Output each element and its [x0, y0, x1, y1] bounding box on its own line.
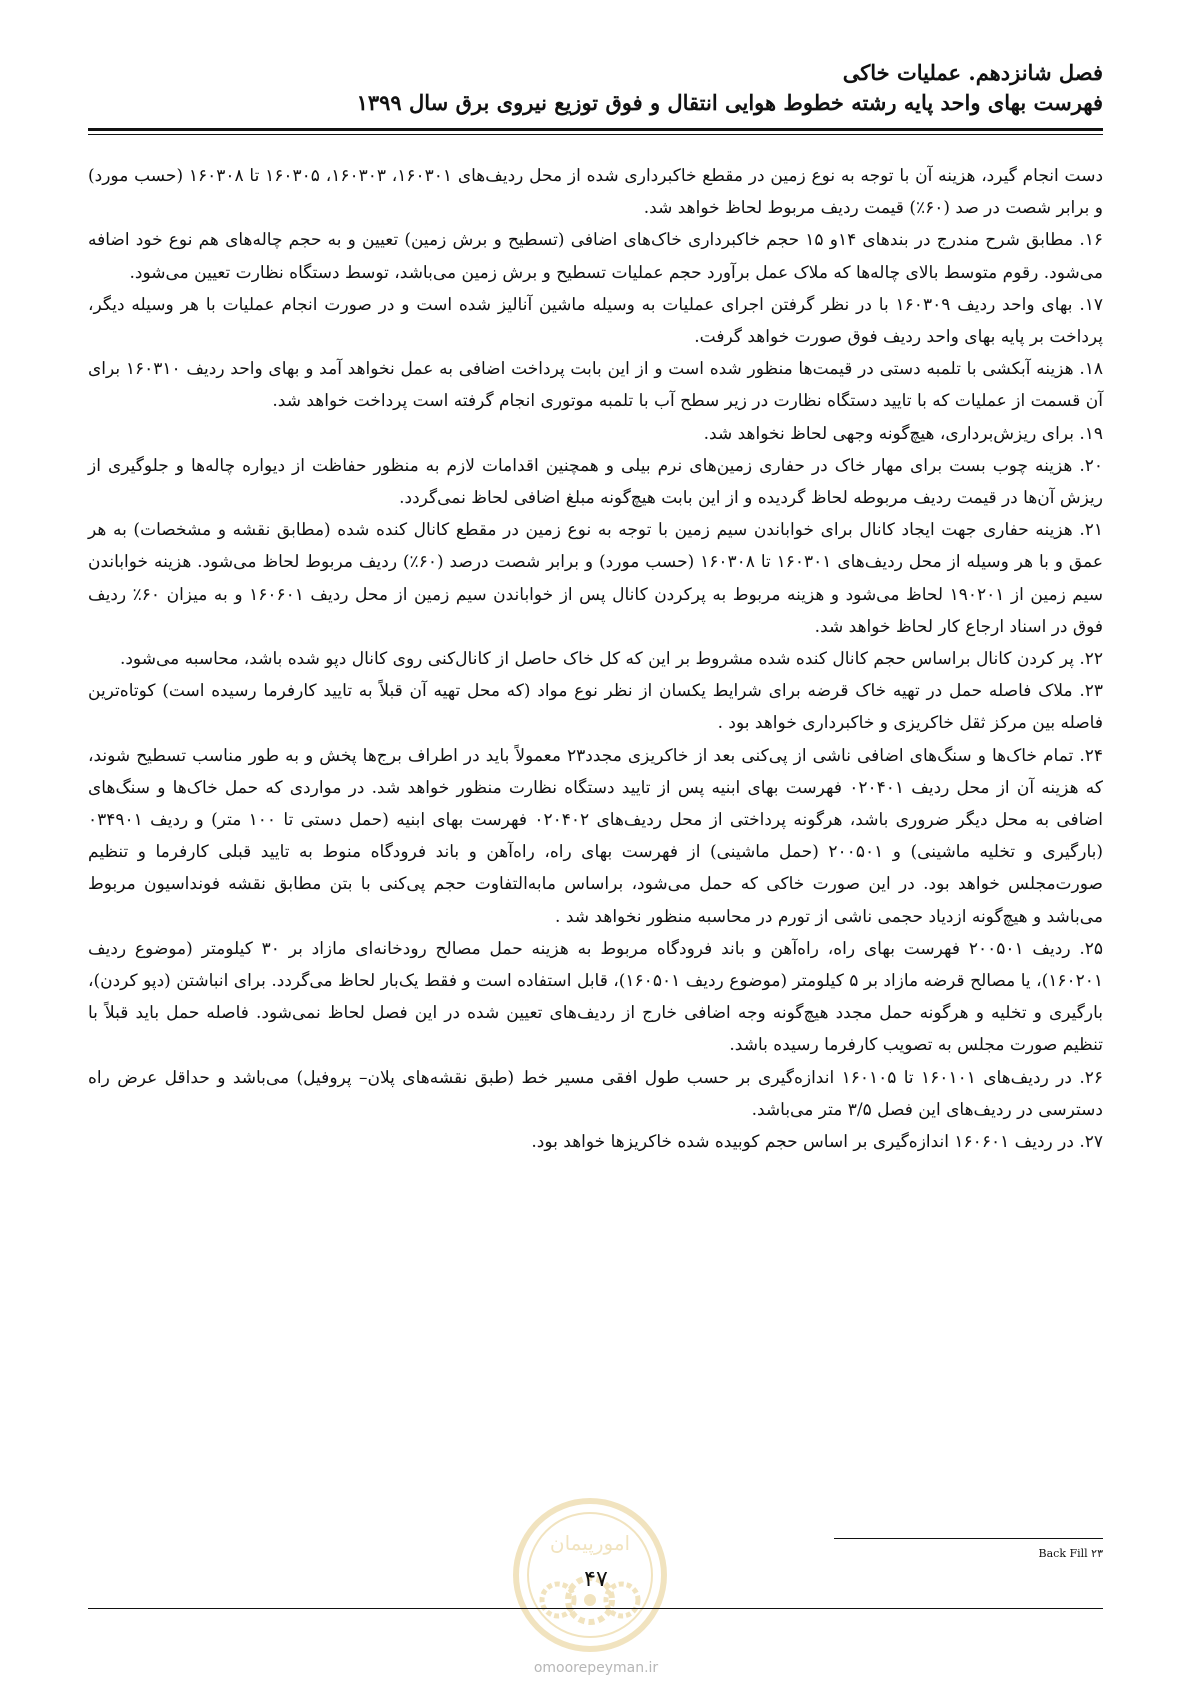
paragraph: ۲۴. تمام خاک‌ها و سنگ‌های اضافی ناشی از پی‌کنی بعد از خاکریزی مجدد۲۳ معمولاً باید در اطراف برج‌ها پخش و به طور مناسب تسطیح شوند، که هزینه آن از محل ردیف ۰۲۰۴۰۱ فهرست بهای ابنیه پس از تایید دستگاه نظارت منظور خواهد شد. در مواردی که حمل خاک‌ها و سنگ‌های اضافی به محل دیگر ضروری باشد، هرگونه پرداختی از محل ردیف‌های ۰۲۰۴۰۲ فهرست بهای ابنیه (حمل دستی تا ۱۰۰ متر) و ردیف ۰۳۴۹۰۱ (بارگیری و تخلیه ماشینی) و ۲۰۰۵۰۱ (حمل ماشینی) از فهرست بهای راه، راه‌آهن و باند فرودگاه منوط به تایید قبلی کارفرما و تنظیم صورت‌مجلس خواهد بود. در این صورت خاکی که حمل می‌شود، براساس مابه‌التفاوت حجم پی‌کنی با بتن مطابق نقشه فونداسیون مربوط می‌باشد و هیچ‌گونه ازدیاد حجمی ناشی از تورم در محاسبه منظور نخواهد شد .: [88, 745, 1104, 927]
paragraph: ۲۶. در ردیف‌های ۱۶۰۱۰۱ تا ۱۶۰۱۰۵ اندازه‌گیری بر حسب طول افقی مسیر خط (طبق نقشه‌های پلان– پروفیل) می‌باشد و حداقل عرض راه دسترسی در ردیف‌های این فصل ۳/۵ متر می‌باشد.: [88, 1067, 1104, 1120]
document-title: فهرست بهای واحد پایه رشته خطوط هوایی انتقال و فوق توزیع نیروی برق سال ۱۳۹۹: [356, 90, 1103, 115]
paragraph: ۲۵. ردیف ۲۰۰۵۰۱ فهرست بهای راه، راه‌آهن و باند فرودگاه مربوط به هزینه حمل مصالح رودخانه‌ای مازاد بر ۳۰ کیلومتر (موضوع ردیف ۱۶۰۲۰۱)، یا مصالح قرضه مازاد بر ۵ کیلومتر (موضوع ردیف ۱۶۰۵۰۱)، قابل استفاده است و فقط یک‌بار لحاظ می‌گردد. برای انباشتن (دپو کردن)، بارگیری و تخلیه و هرگونه حمل مجدد هیچ‌گونه وجه اضافی خارج از ردیف‌های تعیین شده در این فصل لحاظ نمی‌شود. فاصله حمل باید قبلاً با تنظیم صورت مجلس به تصویب کارفرما رسیده باشد.: [88, 938, 1104, 1056]
paragraph: ۱۹. برای ریزش‌برداری، هیچ‌گونه وجهی لحاظ نخواهد شد.: [703, 423, 1103, 444]
header-rule-thick: [88, 128, 1103, 131]
paragraph: ۱۸. هزینه آبکشی با تلمبه دستی در قیمت‌ها منظور شده است و از این بابت پرداخت اضافی به عمل نخواهد آمد و بهای واحد ردیف ۱۶۰۳۱۰ برای آن قسمت از عملیات که با تایید دستگاه نظارت در زیر سطح آب با تلمبه موتوری انجام گرفته است پرداخت خواهد شد.: [88, 359, 1103, 412]
paragraph: ۲۲. پر کردن کانال براساس حجم کانال کنده شده مشروط بر این که کل خاک حاصل از کانال‌کنی روی کانال دپو شده باشد، محاسبه می‌شود.: [119, 649, 1103, 670]
paragraph: ۱۷. بهای واحد ردیف ۱۶۰۳۰۹ با در نظر گرفتن اجرای عملیات به وسیله ماشین آنالیز شده است و در صورت انجام عملیات با هر وسیله دیگر، پرداخت بر پایه بهای واحد ردیف فوق صورت خواهد گرفت.: [88, 294, 1103, 348]
paragraph: ۲۷. در ردیف ۱۶۰۶۰۱ اندازه‌گیری بر اساس حجم کوبیده شده خاکریزها خواهد بود.: [531, 1132, 1103, 1153]
header-rule-thin: [88, 134, 1103, 135]
footnote: Back Fill ۲۳: [1038, 1547, 1103, 1560]
chapter-title: فصل شانزدهم. عملیات خاکی: [842, 60, 1103, 85]
paragraph: دست انجام گیرد، هزینه آن با توجه به نوع زمین در مقطع خاکبرداری شده از محل ردیف‌های ۱۶۰۳۰۱، ۱۶۰۳۰۳، ۱۶۰۳۰۵ تا ۱۶۰۳۰۸ (حسب مورد) و برابر شصت در صد (۶۰٪) قیمت ردیف مربوط لحاظ خواهد شد.: [88, 166, 1104, 219]
footer-rule: [88, 1608, 1103, 1609]
watermark-seal-text: امورپیمان: [549, 1531, 631, 1555]
page-number: ۴۷: [584, 1567, 608, 1592]
paragraph: ۱۶. مطابق شرح مندرج در بندهای ۱۴و ۱۵ حجم خاکبرداری خاک‌های اضافی (تسطیح و برش زمین) تعیین و به حجم چاله‌های هم نوع خود اضافه می‌شود. رقوم متوسط بالای چاله‌ها که ملاک عمل برآورد حجم عملیات تسطیح و برش زمین می‌باشد، توسط دستگاه نظارت تعیین می‌شود.: [88, 230, 1103, 283]
page-header: [88, 58, 1103, 118]
paragraph: ۲۱. هزینه حفاری جهت ایجاد کانال برای خواباندن سیم زمین با توجه به نوع زمین در مقطع کانال کنده شده (مطابق نقشه و مشخصات) به هر عمق و با هر وسیله از محل ردیف‌های ۱۶۰۳۰۱ تا ۱۶۰۳۰۸ (حسب مورد) و برابر شصت درصد (۶۰٪) ردیف مربوط لحاظ می‌شود. هزینه خواباندن سیم زمین از ۱۹۰۲۰۱ لحاظ می‌شود و هزینه مربوط به پرکردن کانال پس از خواباندن سیم زمین از محل ردیف ۱۶۰۶۰۱ و به میزان ۶۰٪ ردیف فوق در اسناد ارجاع کار لحاظ خواهد شد.: [88, 520, 1104, 637]
body-text: [88, 160, 1103, 1158]
paragraph: ۲۳. ملاک فاصله حمل در تهیه خاک قرضه برای شرایط یکسان از نظر نوع مواد (که محل تهیه آن قبلاً به تایید کارفرما رسیده است) کوتاه‌ترین فاصله بین مرکز ثقل خاکریزی و خاکبرداری خواهد بود .: [88, 681, 1103, 734]
footnote-rule: [834, 1538, 1103, 1539]
paragraph: ۲۰. هزینه چوب بست برای مهار خاک در حفاری زمین‌های نرم بیلی و همچنین اقدامات لازم به منظور حفاظت از دیواره چاله‌ها و جلوگیری از ریزش آن‌ها در قیمت ردیف مربوطه لحاظ گردیده و از این بابت هیچ‌گونه مبلغ اضافی لحاظ نمی‌گردد.: [88, 455, 1103, 509]
watermark-site: omoorepeyman.ir: [533, 1660, 659, 1676]
